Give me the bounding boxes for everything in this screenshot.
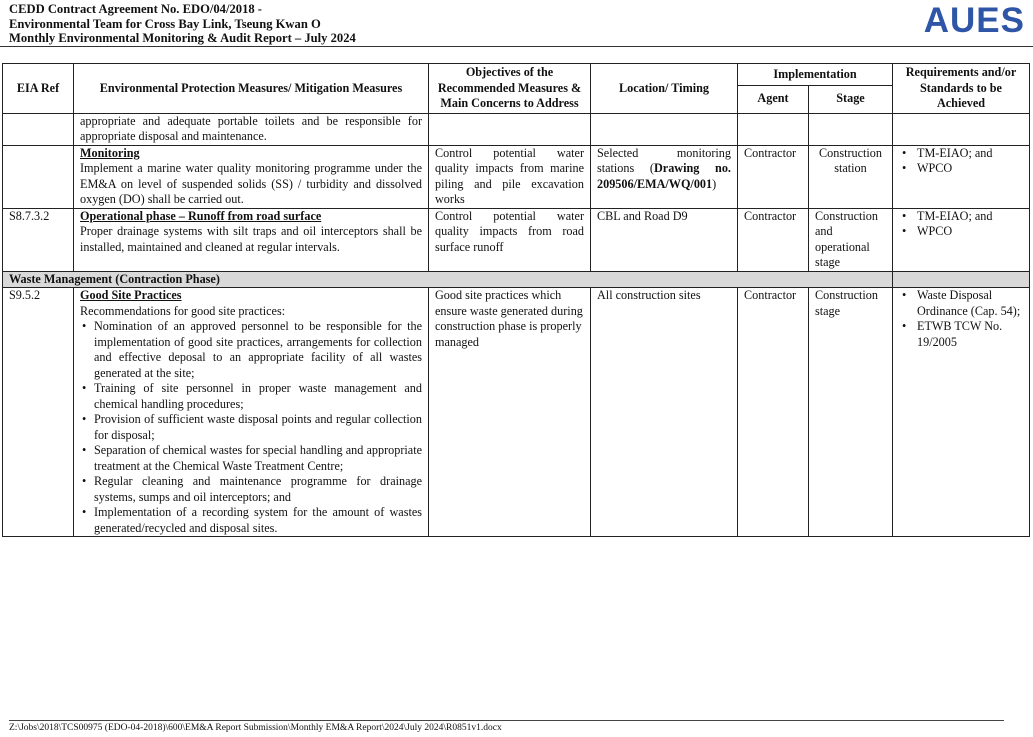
footer-divider [9, 720, 1004, 721]
mitigation-measures-table [2, 63, 1030, 537]
measures-cell [74, 145, 429, 208]
stage-cell: Construction station [809, 145, 893, 208]
requirement-item: • ETWB TCW No. 19/2005 [917, 319, 1023, 350]
file-path: Z:\Jobs\2018\TCS00975 (EDO-04-2018)\600\EM&A Report Submission\Monthly EM&A Report\2024\July 2024\R0851v1.docx [9, 723, 502, 733]
aues-logo: AUES [923, 1, 1025, 40]
header-agent: Agent [738, 85, 809, 113]
header-measures: Environmental Protection Measures/ Mitigation Measures [74, 64, 429, 114]
requirements-list [899, 288, 1023, 350]
section-row [3, 271, 1030, 288]
header-requirements: Requirements and/or Standards to be Achieved [893, 64, 1030, 114]
section-blank-cell [893, 271, 1030, 288]
eia-ref-cell: S9.5.2 [3, 288, 74, 537]
requirement-item: • WPCO [917, 224, 1023, 240]
requirements-cell [893, 113, 1030, 145]
objectives-cell: Control potential water quality impacts from marine piling and pile excavation works [429, 145, 591, 208]
practice-item: • Separation of chemical wastes for special handling and appropriate treatment at the Chemical Waste Treatment Centre; [94, 443, 422, 474]
practice-item: • Training of site personnel in proper waste management and chemical handling procedures; [94, 381, 422, 412]
drawing-reference: Drawing no. 209506/EMA/WQ/001 [597, 161, 731, 191]
requirements-cell [893, 208, 1030, 271]
header-stage: Stage [809, 85, 893, 113]
practice-item: • Nomination of an approved personnel to be responsible for the implementation of good site practices, arrangements for collection and effective deposal to an appropriate facility of all wastes generated at the site; [94, 319, 422, 381]
location-cell [591, 145, 738, 208]
agent-cell [738, 113, 809, 145]
header-location: Location/ Timing [591, 64, 738, 114]
team-title: Environmental Team for Cross Bay Link, Tseung Kwan O [9, 16, 321, 31]
eia-ref-cell [3, 113, 74, 145]
requirements-cell [893, 145, 1030, 208]
measure-text: Proper drainage systems with silt traps and oil interceptors shall be installed, maintained and cleaned at regular intervals. [80, 224, 422, 254]
stage-cell [809, 113, 893, 145]
measure-title: Monitoring [80, 145, 140, 160]
measure-title: Operational phase – Runoff from road surface [80, 208, 322, 223]
location-cell: CBL and Road D9 [591, 208, 738, 271]
measures-cell: appropriate and adequate portable toilets and be responsible for appropriate disposal and maintenance. [74, 113, 429, 145]
objectives-cell [429, 113, 591, 145]
requirement-item: • TM-EIAO; and [917, 146, 1023, 162]
objectives-cell: Control potential water quality impacts from road surface runoff [429, 208, 591, 271]
report-title: Monthly Environmental Monitoring & Audit Report – July 2024 [9, 31, 356, 45]
practice-item: • Implementation of a recording system for the amount of wastes generated/recycled and disposal sites. [94, 505, 422, 536]
measure-text: Implement a marine water quality monitoring programme under the EM&A on level of suspended solids (SS) / turbidity and dissolved oxygen (DO) shall be carried out. [80, 161, 422, 206]
measures-cell [74, 288, 429, 537]
eia-ref-cell [3, 145, 74, 208]
agent-cell: Contractor [738, 208, 809, 271]
location-text: Selected monitoring stations ( [597, 145, 731, 175]
requirement-item: • WPCO [917, 161, 1023, 177]
header-divider [0, 46, 1033, 47]
stage-cell: Construction stage [809, 288, 893, 537]
table-row [3, 208, 1030, 271]
requirements-cell [893, 288, 1030, 537]
measure-title: Good Site Practices [80, 288, 182, 302]
section-title: Waste Management (Contraction Phase) [3, 271, 893, 288]
contract-title: CEDD Contract Agreement No. EDO/04/2018 - [9, 2, 263, 16]
measure-intro: Recommendations for good site practices: [80, 303, 286, 318]
table-row [3, 145, 1030, 208]
table-row [3, 288, 1030, 537]
document-header [9, 2, 356, 46]
header-eia-ref: EIA Ref [3, 64, 74, 114]
table-header-row [3, 64, 1030, 86]
location-suffix: ) [712, 176, 717, 191]
eia-ref-cell: S8.7.3.2 [3, 208, 74, 271]
requirement-item: • Waste Disposal Ordinance (Cap. 54); [917, 288, 1023, 319]
table-row [3, 113, 1030, 145]
requirements-list [899, 209, 1023, 240]
measures-cell [74, 208, 429, 271]
practices-list [80, 319, 422, 536]
practice-item: • Regular cleaning and maintenance programme for drainage systems, sumps and oil interceptors; and [94, 474, 422, 505]
requirements-list [899, 146, 1023, 177]
objectives-cell: Good site practices which ensure waste generated during construction phase is properly managed [429, 288, 591, 537]
practice-item: • Provision of sufficient waste disposal points and regular collection for disposal; [94, 412, 422, 443]
stage-cell: Construction and operational stage [809, 208, 893, 271]
agent-cell: Contractor [738, 288, 809, 537]
header-implementation: Implementation [738, 64, 893, 86]
location-cell [591, 113, 738, 145]
header-objectives: Objectives of the Recommended Measures & Main Concerns to Address [429, 64, 591, 114]
location-cell: All construction sites [591, 288, 738, 537]
agent-cell: Contractor [738, 145, 809, 208]
requirement-item: • TM-EIAO; and [917, 209, 1023, 225]
